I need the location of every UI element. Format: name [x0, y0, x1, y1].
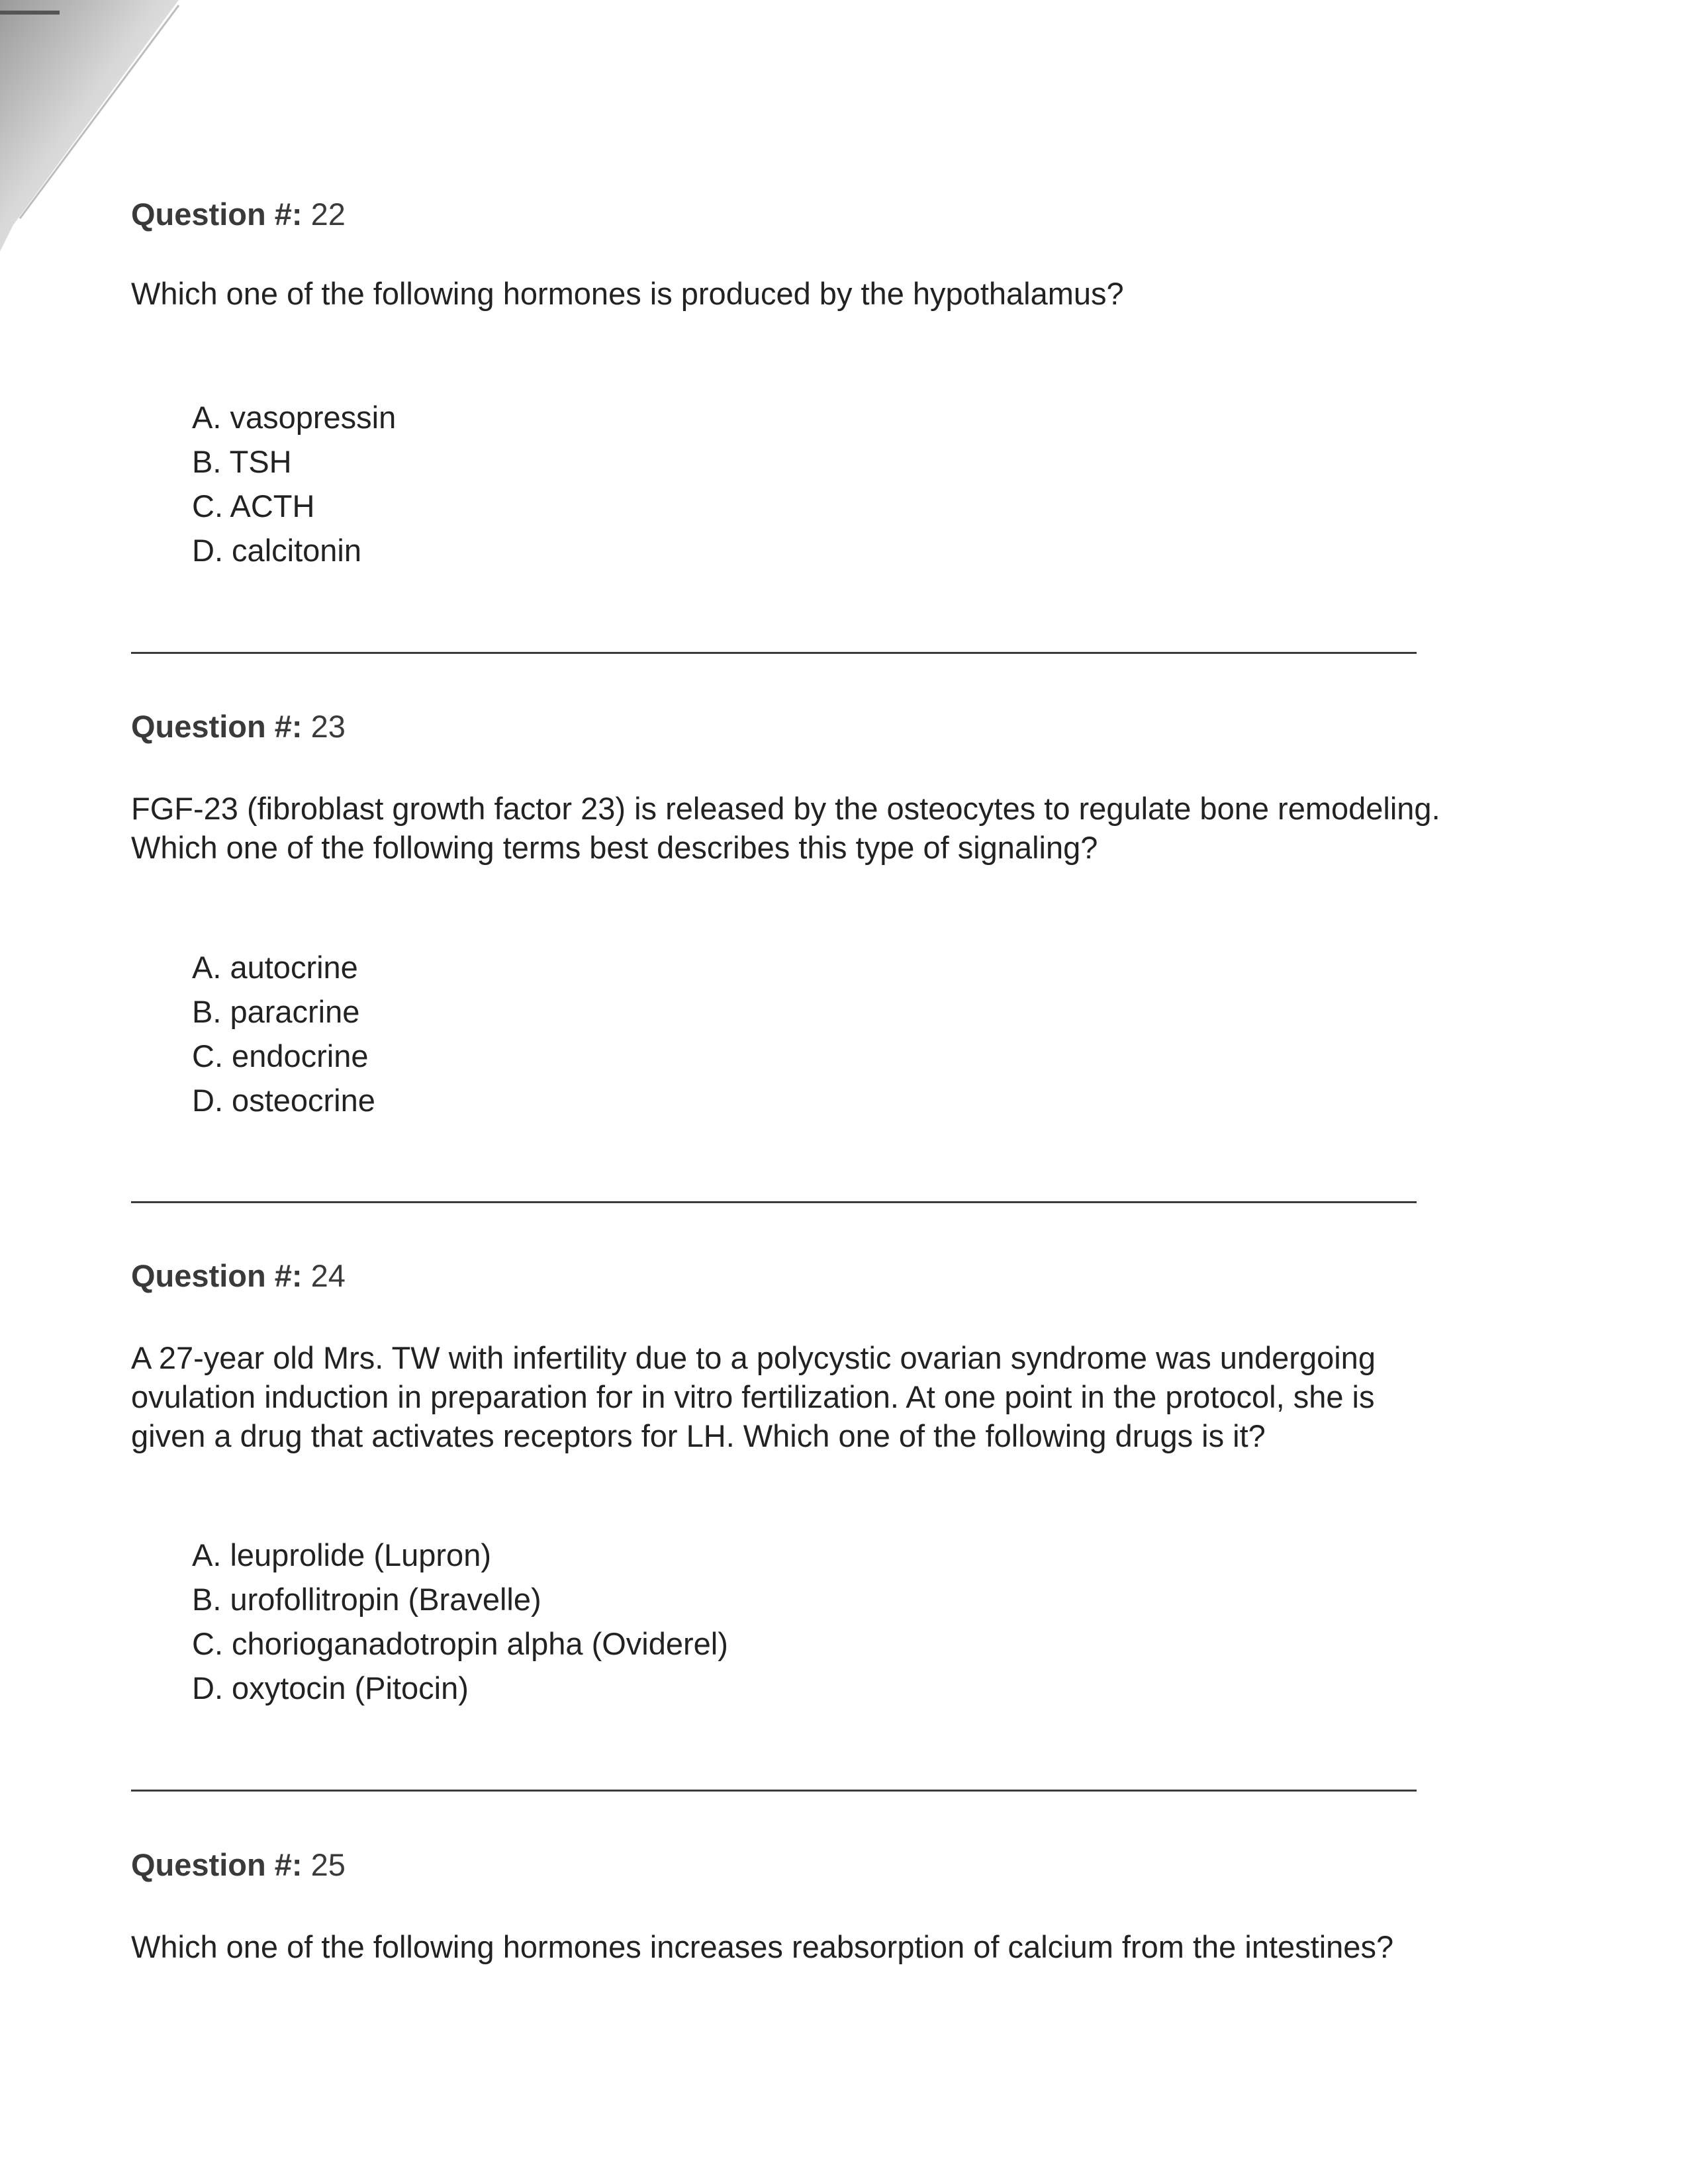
- answer-options-24: [192, 1533, 728, 1710]
- option-a[interactable]: A. vasopressin: [192, 400, 397, 435]
- option-d[interactable]: D. oxytocin (Pitocin): [192, 1670, 469, 1706]
- question-stem: Which one of the following hormones increases reabsorption of calcium from the intestines?: [131, 1929, 1394, 1964]
- option-a[interactable]: A. leuprolide (Lupron): [192, 1537, 491, 1572]
- answer-options-23: [192, 945, 375, 1122]
- section-divider: [131, 652, 1417, 654]
- section-divider: [131, 1201, 1417, 1203]
- option-b[interactable]: B. urofollitropin (Bravelle): [192, 1582, 541, 1617]
- section-divider: [131, 1790, 1417, 1792]
- question-label: Question #: 22: [131, 197, 346, 232]
- option-b[interactable]: B. paracrine: [192, 994, 360, 1029]
- option-a[interactable]: A. autocrine: [192, 950, 358, 985]
- question-stem: FGF-23 (fibroblast growth factor 23) is released by the osteocytes to regulate bone remodeling. Which one of the following terms best describes this type of signaling?: [131, 791, 1440, 865]
- option-c[interactable]: C. chorioganadotropin alpha (Oviderel): [192, 1626, 728, 1661]
- question-label: Question #: 25: [131, 1847, 346, 1882]
- question-number: 22: [310, 197, 346, 232]
- question-number: 25: [310, 1847, 346, 1882]
- question-25: [131, 1846, 1587, 1966]
- question-23: [131, 708, 1587, 867]
- option-c[interactable]: C. endocrine: [192, 1038, 369, 1073]
- question-stem: Which one of the following hormones is produced by the hypothalamus?: [131, 276, 1124, 311]
- answer-options-22: [192, 395, 396, 572]
- option-d[interactable]: D. osteocrine: [192, 1083, 375, 1118]
- question-label: Question #: 23: [131, 709, 346, 744]
- question-number: 23: [310, 709, 346, 744]
- question-22: [131, 196, 1587, 313]
- question-stem: A 27-year old Mrs. TW with infertility due to a polycystic ovarian syndrome was undergoing ovulation induction in preparation for in vitro fertilization. At one point in the protocol, she is given a drug that activates receptors for LH. Which one of the following drugs is it?: [131, 1340, 1376, 1453]
- question-label: Question #: 24: [131, 1258, 346, 1293]
- option-c[interactable]: C. ACTH: [192, 488, 315, 523]
- question-24: [131, 1257, 1587, 1455]
- question-number: 24: [310, 1258, 346, 1293]
- option-b[interactable]: B. TSH: [192, 444, 292, 479]
- option-d[interactable]: D. calcitonin: [192, 533, 361, 568]
